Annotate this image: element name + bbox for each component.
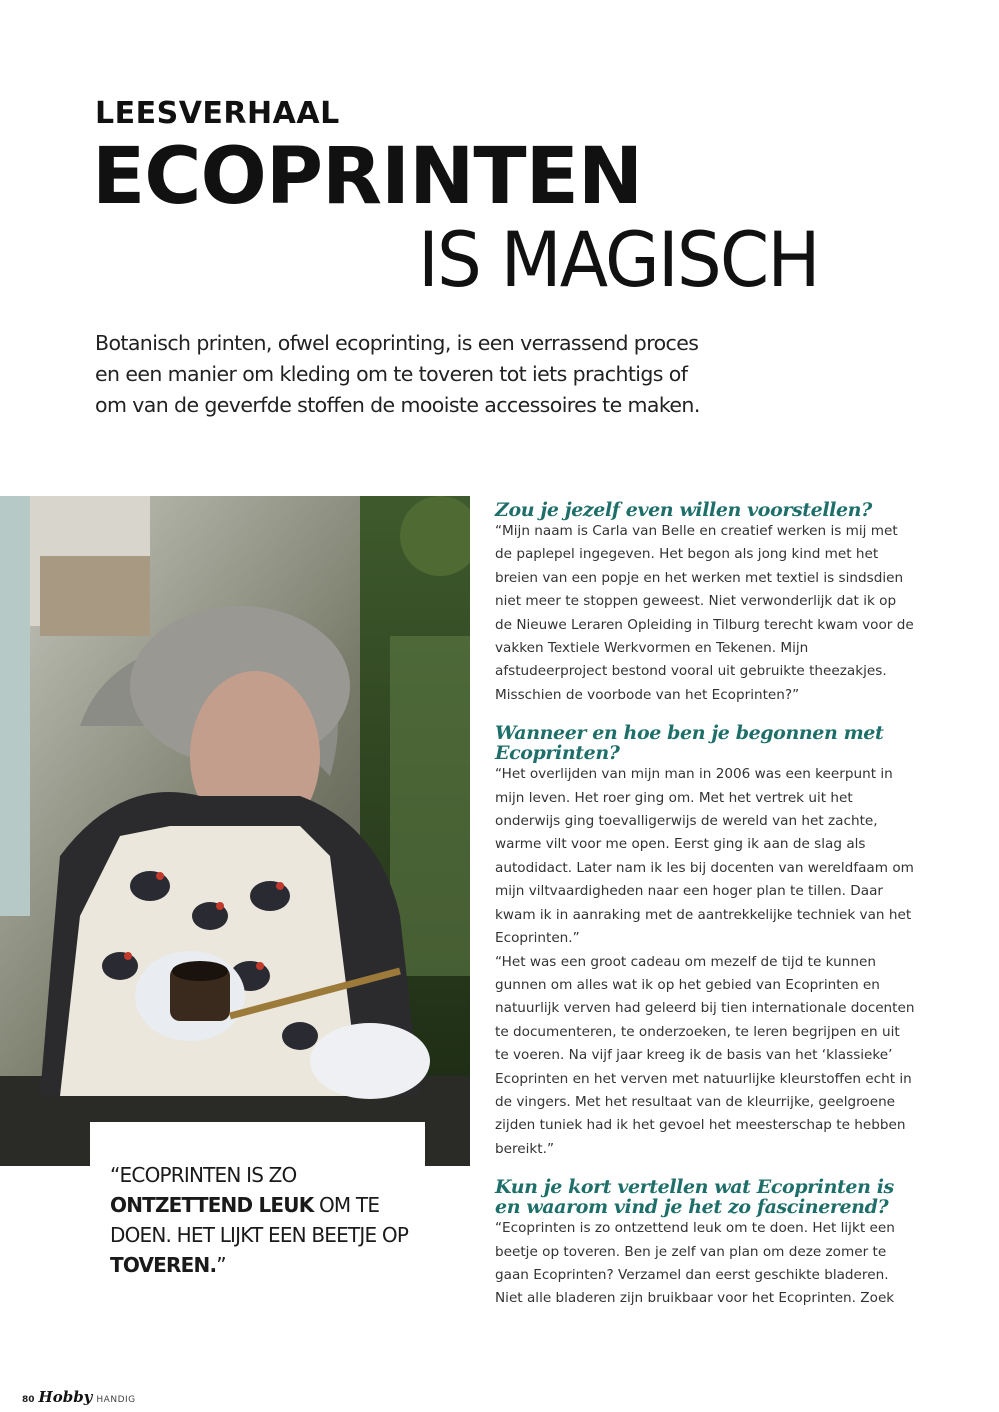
interview-answer-3: “Ecoprinten is zo ontzettend leuk om te doen. Het lijkt een beetje op toveren. Ben je zelf van plan om deze zomer te gaan Ecoprinten? Verzamel dan eerst geschikte bladeren. Niet alle bladeren zijn bruikbaar voor het Ecoprinten. Zoek xyxy=(495,1220,895,1307)
article-subtitle: IS MAGISCH xyxy=(418,215,819,304)
magazine-logo-script: Hobby xyxy=(38,1388,93,1406)
pull-quote-bold2: TOVEREN. xyxy=(110,1253,217,1277)
page-number: 80 xyxy=(22,1395,35,1405)
pull-quote-close: ” xyxy=(216,1253,226,1277)
pull-quote-part2: OM TE DOEN. HET LIJKT EEN BEETJE OP xyxy=(110,1193,409,1247)
interview-column xyxy=(495,500,915,1311)
article-title: ECOPRINTEN xyxy=(92,132,643,222)
pull-quote-bold1: ONTZETTEND LEUK xyxy=(110,1193,314,1217)
interview-question-1: Zou je jezelf even willen voorstellen? xyxy=(495,499,872,521)
interview-answer-1: “Mijn naam is Carla van Belle en creatief werken is mij met de paplepel ingegeven. Het begon als jong kind met het breien van een popje en het werken met textiel is sindsdien niet meer te stoppen geweest. Niet verwonderlijk dat ik op de Nieuwe Leraren Opleiding in Tilburg terecht kwam voor de vakken Textiele Werkvormen en Tekenen. Mijn afstudeerproject bestond vooral uit gebruikte theezakjes. Misschien de voorbode van het Ecoprinten?” xyxy=(495,523,914,703)
magazine-logo-caps: HANDIG xyxy=(96,1395,136,1405)
portrait-photo xyxy=(0,496,470,1166)
interview-answer-2a: “Het overlijden van mijn man in 2006 was een keerpunt in mijn leven. Het roer ging om. Met het vertrek uit het onderwijs ging toevalligerwijs de wereld van het zachte, warme vilt voor me open. Eerst ging ik aan de slag als autodidact. Later nam ik les bij docenten van wereldfaam om mijn viltvaardigheden naar een hoger plan te tillen. Daar kwam ik in aanraking met de aantrekkelijke techniek van het Ecoprinten.” xyxy=(495,766,914,947)
pull-quote xyxy=(110,1160,410,1280)
intro-paragraph: Botanisch printen, ofwel ecoprinting, is een verrassend proces en een manier om kleding om te toveren tot iets prachtigs of om van de geverfde stoffen de mooiste accessoires te maken. xyxy=(95,331,700,417)
interview-question-2: Wanneer en hoe ben je begonnen met Ecoprinten? xyxy=(495,722,884,765)
pull-quote-part1: “ECOPRINTEN IS ZO xyxy=(110,1163,297,1187)
interview-answer-2b: “Het was een groot cadeau om mezelf de tijd te kunnen gunnen om alles wat ik op het gebied van Ecoprinten en natuurlijk verven had geleerd bij tien internationale docenten te documenteren, te onderzoeken, te leren begrijpen en uit te voeren. Na vijf jaar kreeg ik de basis van het ‘klassieke’ Ecoprinten en het verven met natuurlijke kleurstoffen echt in de vingers. Met het resultaat van de kleurrijke, geelgroene zijden tuniek had ik het gevoel het meesterschap te hebben bereikt.” xyxy=(495,953,915,1157)
page-footer xyxy=(22,1388,136,1404)
section-kicker: LEESVERHAAL xyxy=(95,96,340,131)
interview-question-3: Kun je kort vertellen wat Ecoprinten is en waarom vind je het zo fascinerend? xyxy=(495,1176,894,1219)
